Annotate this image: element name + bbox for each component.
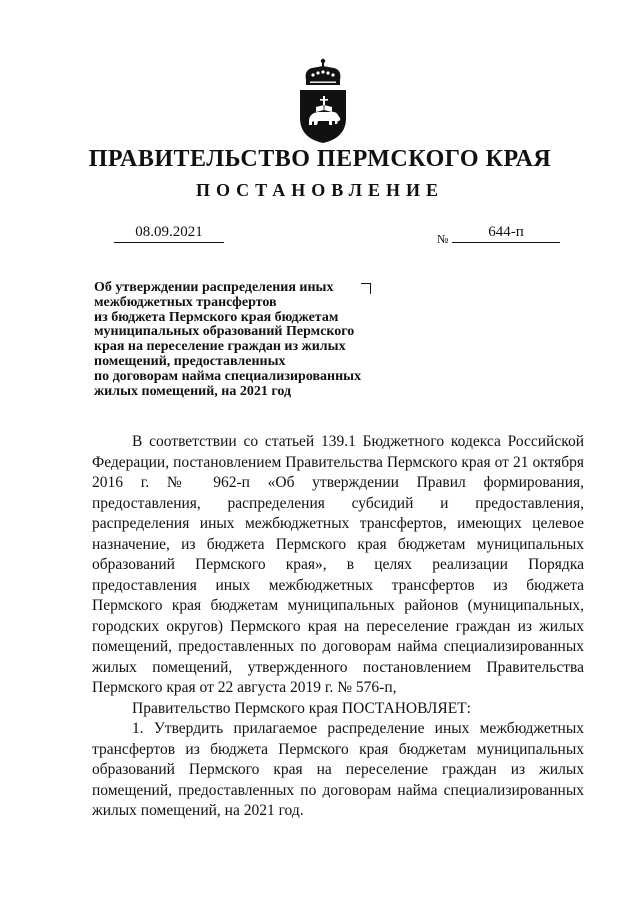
- subject-line: помещений, предоставленных: [94, 353, 286, 369]
- item-1-paragraph: 1. Утвердить прилагаемое распределение иных межбюджетных трансфертов из бюджета Пермского края бюджетам муниципальных образований Пермского края на переселение граждан из жилых помещений, предоставленных по договорам найма специализированных жилых помещений, на 2021 год.: [92, 720, 584, 819]
- document-subject: [94, 281, 394, 399]
- subject-line: жилых помещений, на 2021 год: [94, 383, 292, 399]
- subject-line: межбюджетных трансфертов: [94, 294, 277, 310]
- number-sign: №: [437, 232, 449, 246]
- document-number: 644-п: [452, 224, 560, 243]
- subject-line: из бюджета Пермского края бюджетам: [94, 309, 339, 325]
- coat-of-arms-icon: [296, 58, 350, 144]
- document-body: [92, 432, 584, 822]
- subject-line: Об утверждении распределения иных: [94, 280, 334, 295]
- subject-line: края на переселение граждан из жилых: [94, 339, 346, 355]
- document-type: ПОСТАНОВЛЕНИЕ: [195, 180, 445, 200]
- resolves-paragraph: Правительство Пермского края ПОСТАНОВЛЯЕТ:: [132, 699, 471, 717]
- subject-line: муниципальных образований Пермского: [94, 324, 355, 340]
- subject-line: по договорам найма специализированных: [94, 368, 362, 384]
- document-date: 08.09.2021: [114, 224, 224, 243]
- government-title: ПРАВИТЕЛЬСТВО ПЕРМСКОГО КРАЯ: [88, 146, 552, 172]
- preamble-paragraph: В соответствии со статьей 139.1 Бюджетного кодекса Российской Федерации, постановлением Правительства Пермского края от 21 октября 2016 г. № 962-п «Об утверждении Правил формирования, предоставления, распределения субсидий и предоставления, распределения иных межбюджетных трансфертов, имеющих целевое назначение, из бюджета Пермского края бюджетам муниципальных образований Пермского края», в целях реализации Порядка предоставления иных межбюджетных трансфертов из бюджета Пермского края бюджетам муниципальных районов (муниципальных, городских округов) Пермского края на переселение граждан из жилых помещений, предоставленных по договорам найма специализированных жилых помещений, утвержденного постановлением Правительства Пермского края от 22 августа 2019 г. № 576-п,: [92, 433, 584, 696]
- subject-corner-mark: [361, 283, 371, 294]
